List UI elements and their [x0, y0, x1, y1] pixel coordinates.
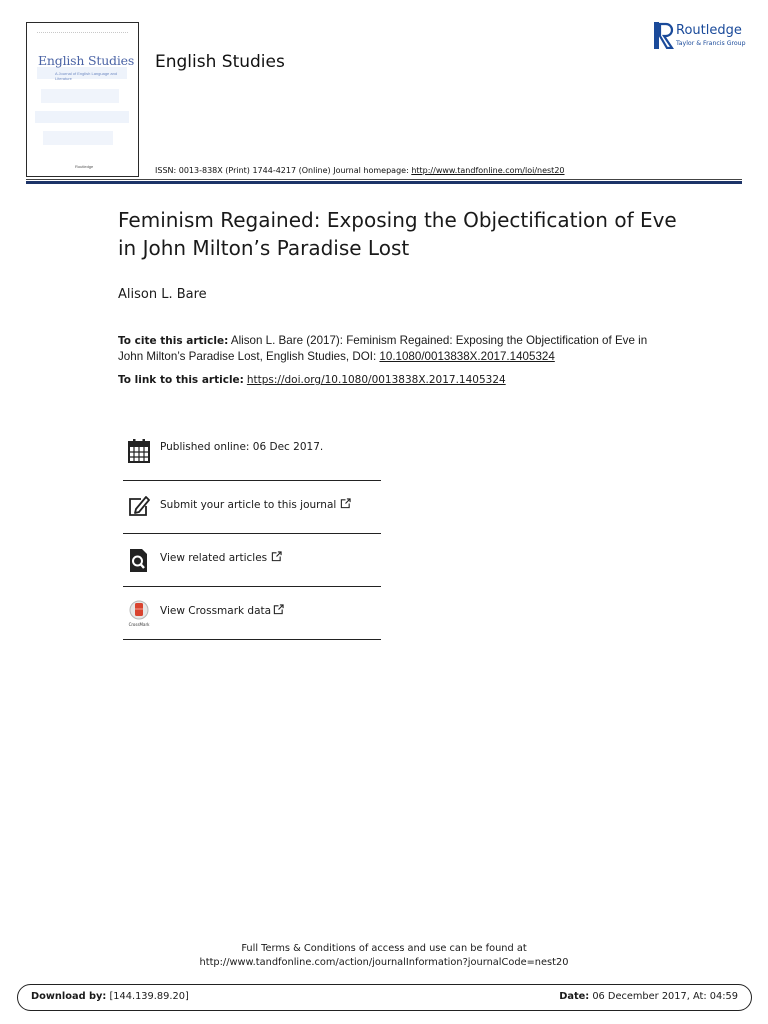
search-document-icon [127, 546, 151, 574]
published-online-item [123, 424, 381, 481]
published-online-label: Published online: 06 Dec 2017. [160, 441, 324, 453]
related-articles-item[interactable] [123, 534, 381, 587]
cover-publisher-mark: Routledge [75, 164, 94, 169]
article-title: Feminism Regained: Exposing the Objectification of Eve in John Milton’s Paradise Lost [118, 208, 677, 260]
terms-url[interactable]: http://www.tandfonline.com/action/journalInformation?journalCode=nest20 [199, 957, 569, 968]
external-link-icon [271, 551, 282, 562]
article-link-line [118, 373, 506, 386]
citation-block [118, 333, 663, 364]
link-label: To link to this article: [118, 374, 244, 386]
header-divider-thick [26, 181, 742, 184]
crossmark-caption: CrossMark [128, 622, 150, 627]
download-info-bar [17, 984, 752, 1011]
terms-notice [0, 942, 768, 970]
related-articles-label: View related articles [160, 552, 268, 564]
header-divider-thin [26, 179, 742, 180]
doi-link[interactable]: 10.1080/0013838X.2017.1405324 [379, 350, 555, 363]
issn-line [155, 166, 565, 175]
routledge-logo-icon [654, 22, 674, 49]
calendar-icon [127, 436, 151, 464]
journal-title: English Studies [155, 52, 285, 72]
article-doi-url-link[interactable]: https://doi.org/10.1080/0013838X.2017.1405324 [246, 374, 506, 386]
date-label: Date: [559, 991, 590, 1002]
submit-article-label: Submit your article to this journal [160, 499, 337, 511]
article-info-list [123, 424, 381, 640]
submit-article-item[interactable] [123, 481, 381, 534]
crossmark-icon [127, 599, 151, 627]
publisher-group: Taylor & Francis Group [676, 40, 746, 47]
journal-homepage-link[interactable]: http://www.tandfonline.com/loi/nest20 [411, 166, 565, 175]
publisher-name: Routledge [676, 23, 742, 38]
cover-subtitle: A Journal of English Language and Literature [55, 71, 118, 81]
cite-label: To cite this article: [118, 335, 229, 347]
download-ip: [144.139.89.20] [106, 991, 189, 1002]
article-author: Alison L. Bare [118, 287, 207, 302]
crossmark-label: View Crossmark data [160, 605, 272, 617]
journal-cover-image [26, 22, 139, 177]
download-date: 06 December 2017, At: 04:59 [589, 991, 738, 1002]
crossmark-item[interactable] [123, 587, 381, 640]
issn-text: ISSN: 0013-838X (Print) 1744-4217 (Online) Journal homepage: [155, 166, 412, 175]
cite-text: Alison L. Bare (2017): Feminism Regained: Exposing the Objectification of Eve in John Milton’s Paradise Lost, English Studies, DOI: [118, 334, 648, 363]
external-link-icon [273, 604, 284, 615]
terms-line-1: Full Terms & Conditions of access and use can be found at [241, 943, 527, 954]
edit-icon [127, 493, 151, 521]
external-link-icon [340, 498, 351, 509]
cover-title: English Studies [38, 53, 135, 68]
download-label: Download by: [31, 991, 107, 1002]
